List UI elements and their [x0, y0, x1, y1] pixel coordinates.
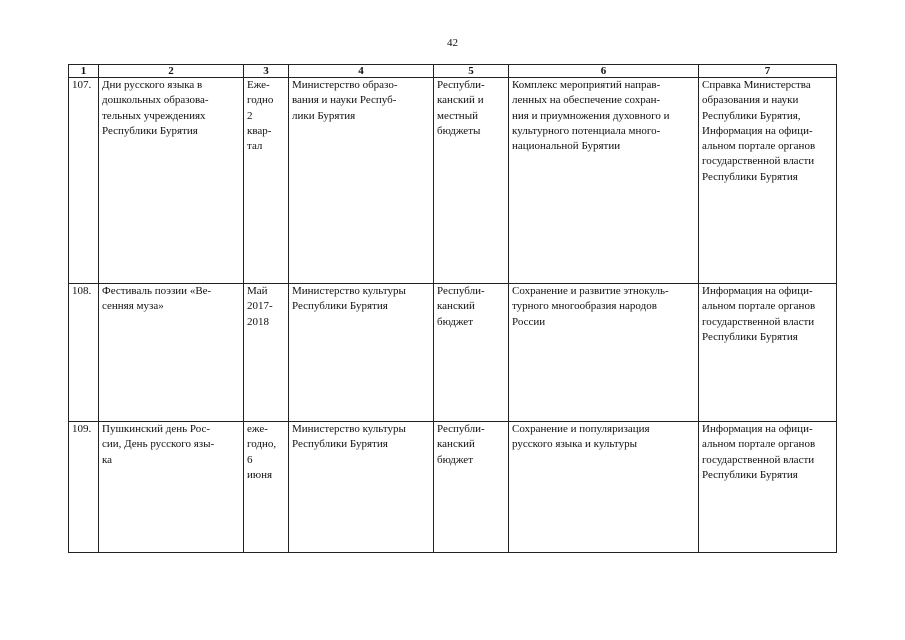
period-cell-line: тал	[247, 140, 263, 153]
event-cell-line: дошкольных образова-	[102, 94, 209, 107]
responsible-cell-line: вания и науки Респуб-	[292, 94, 397, 107]
period-cell-line: 2017-	[247, 300, 273, 313]
responsible-cell-line: Республики Бурятия	[292, 300, 388, 313]
report-cell	[699, 284, 837, 422]
period-cell-line: еже-	[247, 423, 268, 435]
report-cell-line: Справка Министерства	[702, 79, 811, 91]
responsible-cell-line: Республики Бурятия	[292, 438, 388, 451]
period-cell	[244, 284, 289, 422]
report-cell-line: государственной власти	[702, 155, 815, 168]
event-cell-line: Фестиваль поэзии «Ве-	[102, 285, 212, 297]
event-cell-line: Дни русского языка в	[102, 79, 203, 91]
funding-cell	[434, 78, 509, 284]
report-cell-line: альном портале органов	[702, 438, 816, 451]
result-cell-line: национальной Бурятии	[512, 140, 621, 153]
period-cell	[244, 78, 289, 284]
column-header-1: 1	[69, 65, 99, 78]
period-cell-line: Еже-	[247, 79, 270, 91]
responsible-cell-line: Министерство культуры	[292, 423, 406, 435]
funding-cell-line: Республи-	[437, 285, 485, 297]
period-cell-line: годно	[247, 94, 274, 107]
column-header-2: 2	[99, 65, 244, 78]
report-cell-line: государственной власти	[702, 315, 815, 328]
event-cell-line: сенняя муза»	[102, 300, 164, 313]
row-number: 109.	[69, 422, 99, 553]
event-cell	[99, 284, 244, 422]
event-cell-line: тельных учреждениях	[102, 109, 206, 122]
report-cell-line: государственной власти	[702, 453, 815, 466]
funding-cell-line: бюджет	[437, 315, 473, 328]
report-cell-line: Информация на офици-	[702, 124, 813, 137]
responsible-cell	[289, 78, 434, 284]
period-cell-line: июня	[247, 468, 273, 481]
result-cell-line: России	[512, 315, 546, 328]
event-cell-line: Пушкинский день Рос-	[102, 423, 211, 435]
column-header-7: 7	[699, 65, 837, 78]
report-cell	[699, 422, 837, 553]
report-cell-line: альном портале органов	[702, 140, 816, 153]
column-header-4: 4	[289, 65, 434, 78]
report-cell-line: Информация на офици-	[702, 423, 813, 435]
result-cell-line: Сохранение и развитие этнокуль-	[512, 285, 669, 297]
period-cell	[244, 422, 289, 553]
result-cell-line: Сохранение и популяризация	[512, 423, 650, 435]
period-cell-line: квар-	[247, 124, 272, 137]
report-cell-line: Республики Бурятия	[702, 330, 798, 343]
event-cell-line: ка	[102, 453, 113, 466]
funding-cell-line: Республи-	[437, 79, 485, 91]
column-header-3: 3	[244, 65, 289, 78]
period-cell-line: 2	[247, 109, 253, 122]
responsible-cell	[289, 284, 434, 422]
funding-cell-line: местный	[437, 109, 478, 122]
row-number: 107.	[69, 78, 99, 284]
event-cell	[99, 78, 244, 284]
table-row	[69, 422, 837, 553]
result-cell-line: ленных на обеспечение сохран-	[512, 94, 661, 107]
report-cell	[699, 78, 837, 284]
events-table	[68, 64, 837, 553]
funding-cell-line: бюджеты	[437, 124, 481, 137]
event-cell-line: Республики Бурятия	[102, 124, 198, 137]
funding-cell	[434, 284, 509, 422]
responsible-cell-line: Министерство культуры	[292, 285, 406, 297]
funding-cell-line: Республи-	[437, 423, 485, 435]
result-cell-line: турного многообразия народов	[512, 300, 657, 313]
table-row	[69, 284, 837, 422]
period-cell-line: 2018	[247, 315, 269, 328]
funding-cell-line: бюджет	[437, 453, 473, 466]
header-row	[69, 65, 837, 78]
responsible-cell-line: Министерство образо-	[292, 79, 398, 91]
funding-cell-line: канский	[437, 438, 475, 451]
result-cell-line: культурного потенциала много-	[512, 124, 661, 137]
table-row	[69, 78, 837, 284]
funding-cell-line: канский и	[437, 94, 484, 107]
responsible-cell-line: лики Бурятия	[292, 109, 356, 122]
report-cell-line: образования и науки	[702, 94, 799, 107]
funding-cell-line: канский	[437, 300, 475, 313]
event-cell-line: сии, День русского язы-	[102, 438, 215, 451]
result-cell-line: ния и приумножения духовного и	[512, 109, 670, 122]
result-cell	[509, 422, 699, 553]
report-cell-line: Республики Бурятия	[702, 468, 798, 481]
report-cell-line: Республики Бурятия,	[702, 109, 801, 122]
period-cell-line: 6	[247, 453, 253, 466]
result-cell	[509, 284, 699, 422]
report-cell-line: Республики Бурятия	[702, 170, 798, 183]
row-number: 108.	[69, 284, 99, 422]
table-body	[69, 78, 837, 553]
period-cell-line: годно,	[247, 438, 277, 451]
column-header-6: 6	[509, 65, 699, 78]
report-cell-line: альном портале органов	[702, 300, 816, 313]
funding-cell	[434, 422, 509, 553]
report-cell-line: Информация на офици-	[702, 285, 813, 297]
period-cell-line: Май	[247, 285, 268, 297]
responsible-cell	[289, 422, 434, 553]
result-cell-line: Комплекс мероприятий направ-	[512, 79, 661, 91]
result-cell-line: русского языка и культуры	[512, 438, 637, 451]
event-cell	[99, 422, 244, 553]
page-number: 42	[447, 37, 458, 49]
column-header-5: 5	[434, 65, 509, 78]
result-cell	[509, 78, 699, 284]
